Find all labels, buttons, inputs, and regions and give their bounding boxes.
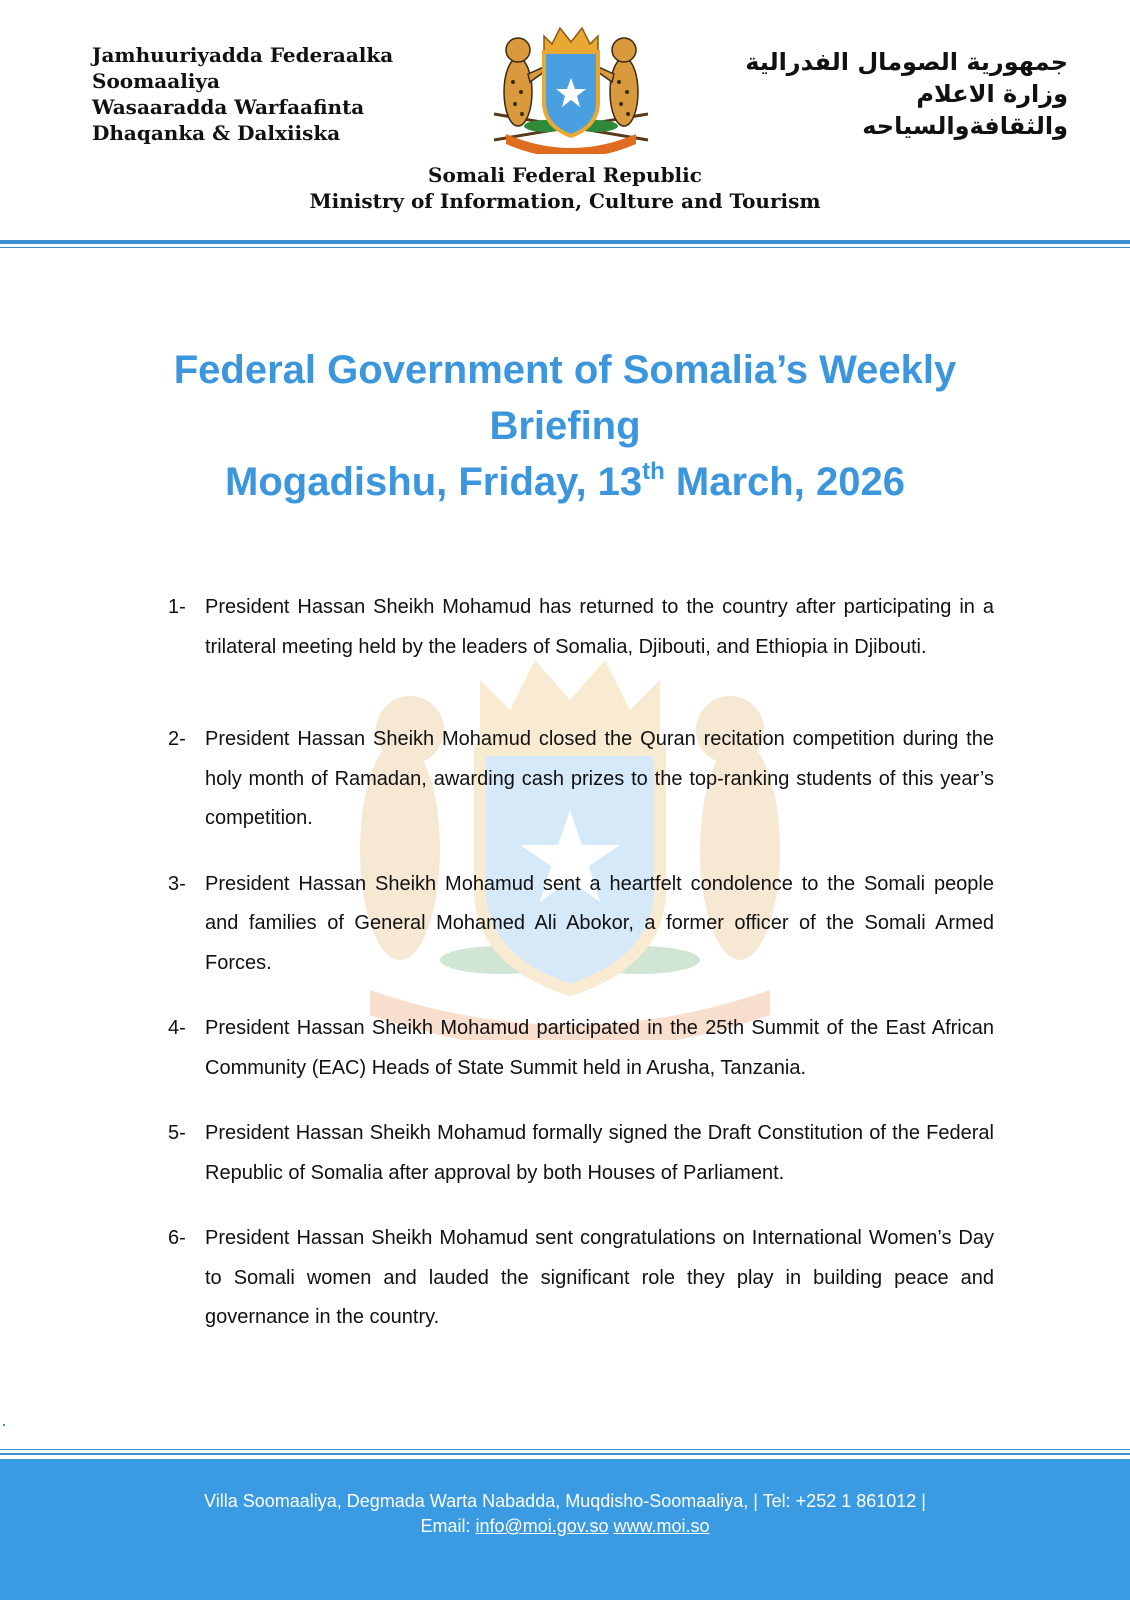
header-arabic-line: وزارة الاعلام <box>916 80 1068 108</box>
header-somali-line: Dhaqanka & Dalxiiska <box>92 121 341 145</box>
header-english-line: Somali Federal Republic <box>428 163 702 187</box>
list-item <box>168 588 994 667</box>
list-item-text: President Hassan Sheikh Mohamud formally signed the Draft Constitution of the Federal Republic of Somalia after approval by both Houses of Parliament. <box>205 1122 994 1184</box>
footer-email-link[interactable]: info@moi.gov.so <box>475 1516 609 1536</box>
title-line: Briefing <box>489 404 641 448</box>
title-date-line <box>90 454 1040 510</box>
list-item-number: 5- <box>168 1122 186 1144</box>
list-item-text: President Hassan Sheikh Mohamud sent a heartfelt condolence to the Somali people and families of General Mohamed Ali Abokor, a former officer of the Somali Armed Forces. <box>205 872 994 974</box>
footer <box>0 1459 1130 1600</box>
stray-dot <box>3 1424 5 1426</box>
footer-contact <box>0 1514 1130 1539</box>
header-rule-thin <box>0 247 1130 248</box>
document-title <box>90 342 1040 510</box>
list-item <box>168 1009 994 1088</box>
title-date-sup: th <box>642 458 665 485</box>
title-line: Federal Government of Somalia’s Weekly <box>173 348 957 392</box>
header-somali-line: Soomaaliya <box>92 69 220 93</box>
header-english-line: Ministry of Information, Culture and Tourism <box>309 189 821 213</box>
list-item-text: President Hassan Sheikh Mohamud has returned to the country after participating in a trilateral meeting held by the leaders of Somalia, Djibouti, and Ethiopia in Djibouti. <box>205 596 994 658</box>
list-item-text: President Hassan Sheikh Mohamud participated in the 25th Summit of the East African Community (EAC) Heads of State Summit held in Arusha, Tanzania. <box>205 1017 994 1079</box>
list-item-number: 2- <box>168 728 186 750</box>
list-item-number: 1- <box>168 596 186 618</box>
footer-address: Villa Soomaaliya, Degmada Warta Nabadda, Muqdisho-Soomaaliya, | Tel: +252 1 861012 | <box>204 1491 926 1511</box>
footer-rule-thick <box>0 1453 1130 1455</box>
header-somali-name <box>92 42 452 146</box>
list-item <box>168 720 994 839</box>
header-arabic-line: والثقافةوالسياحه <box>862 112 1068 140</box>
list-item-text: President Hassan Sheikh Mohamud sent congratulations on International Women’s Day to Somali women and lauded the significant role they play in building peace and governance in the country. <box>205 1227 994 1328</box>
list-item <box>168 1114 994 1193</box>
footer-website-link[interactable]: www.moi.so <box>613 1516 710 1536</box>
list-item <box>168 865 994 984</box>
title-date-suffix: March, 2026 <box>664 460 905 504</box>
header-arabic-name <box>708 46 1068 142</box>
header-arabic-line: جمهورية الصومال الفدرالية <box>745 48 1068 76</box>
header-english-name <box>0 162 1130 214</box>
header-rule-thick <box>0 240 1130 244</box>
briefing-list <box>168 588 994 1338</box>
footer-email-label: Email: <box>420 1516 476 1536</box>
coat-of-arms-icon <box>486 22 656 154</box>
footer-rule-thin <box>0 1449 1130 1450</box>
title-date-prefix: Mogadishu, Friday, 13 <box>225 460 643 504</box>
list-item-text: President Hassan Sheikh Mohamud closed the Quran recitation competition during the holy month of Ramadan, awarding cash prizes to the top-ranking students of this year’s competition. <box>205 728 994 829</box>
list-item-number: 4- <box>168 1017 186 1039</box>
header-somali-line: Wasaaradda Warfaafinta <box>92 95 365 119</box>
list-item-number: 6- <box>168 1227 186 1249</box>
header-somali-line: Jamhuuriyadda Federaalka <box>92 43 394 67</box>
list-item-number: 3- <box>168 872 186 895</box>
list-item <box>168 1219 994 1338</box>
